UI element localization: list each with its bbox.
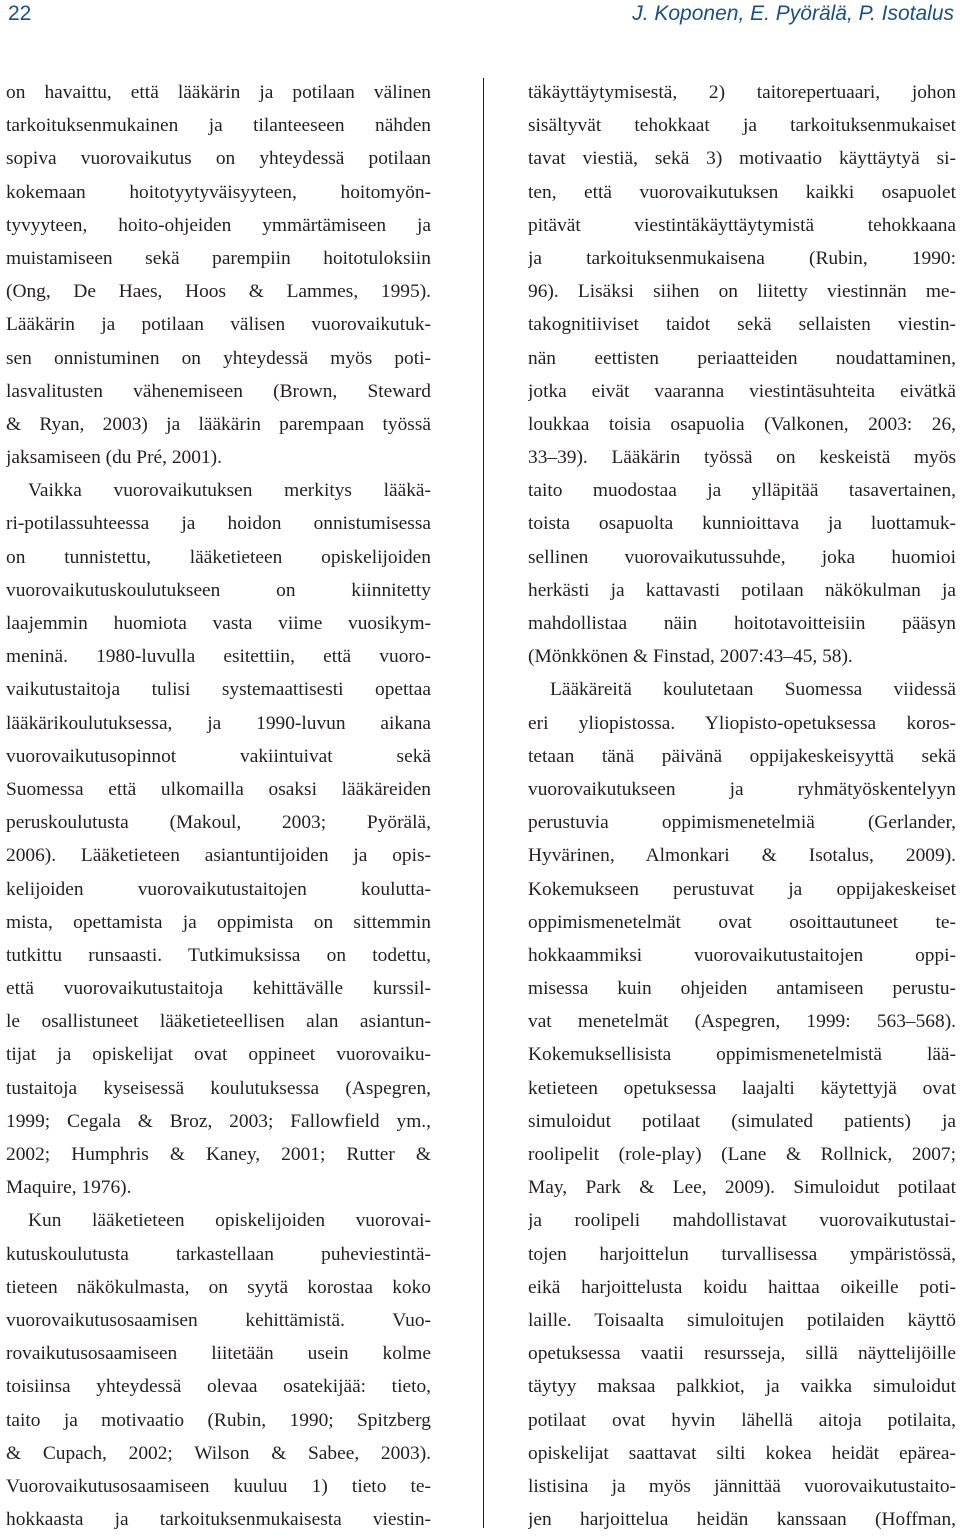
text-line: misessa kuin ohjeiden antamiseen perustu- <box>528 978 956 1000</box>
text-line: Lääkärin ja potilaan välisen vuorovaikutuk- <box>6 314 431 336</box>
text-line: sen onnistuminen on yhteydessä myös poti- <box>6 347 431 369</box>
text-line: on havaittu, että lääkärin ja potilaan välinen <box>6 82 431 103</box>
text-line: simuloidut potilaat (simulated patients) ja <box>528 1110 956 1132</box>
text-line: tyvyyteen, hoito-ohjeiden ymmärtämiseen ja <box>6 214 431 236</box>
text-line: vuorovaikutukseen ja ryhmätyöskentelyyn <box>528 778 956 800</box>
text-line: pitävät viestintäkäyttäytymistä tehokkaana <box>528 214 956 236</box>
text-line: 1999; Cegala & Broz, 2003; Fallowfield ym., <box>6 1110 431 1132</box>
text-line: 33–39). Lääkärin työssä on keskeistä myös <box>528 447 956 469</box>
text-line: tojen harjoittelun turvallisessa ympäristössä, <box>528 1243 956 1265</box>
text-line: ja tarkoituksenmukaisena (Rubin, 1990: <box>528 247 956 269</box>
text-line: 2002; Humphris & Kaney, 2001; Rutter & <box>6 1144 431 1165</box>
text-line: ja roolipeli mahdollistavat vuorovaikutustai- <box>528 1210 956 1232</box>
text-line: Kokemukseen perustuvat ja oppijakeskeiset <box>528 878 956 900</box>
text-line: sopiva vuorovaikutus on yhteydessä potilaan <box>6 148 431 170</box>
text-line: taito muodostaa ja ylläpitää tasavertainen, <box>528 480 956 502</box>
text-line: hokkaammiksi vuorovaikutustaitojen oppi- <box>528 944 956 966</box>
text-line: herkästi ja kattavasti potilaan näkökulman ja <box>528 579 956 601</box>
text-line: Hyvärinen, Almonkari & Isotalus, 2009). <box>528 845 956 867</box>
text-line: mahdollistaa näin hoitotavoitteisiin pääsyn <box>528 613 956 634</box>
text-line: kokemaan hoitotyytyväisyyteen, hoitomyön- <box>6 181 431 203</box>
text-line: vuorovaikutusosaamisen kehittämistä. Vuo- <box>6 1309 431 1331</box>
text-line: tijat ja opiskelijat ovat oppineet vuorovaiku- <box>6 1044 431 1066</box>
text-line: eikä harjoittelusta koidu haittaa oikeille poti- <box>528 1276 956 1298</box>
text-line: ten, että vuorovaikutuksen kaikki osapuolet <box>528 181 956 203</box>
text-line: mista, opettamista ja oppimista on sittemmin <box>6 911 431 933</box>
header-authors: J. Koponen, E. Pyörälä, P. Isotalus <box>632 2 954 25</box>
text-line: täkäyttäytymisestä, 2) taitorepertuaari, johon <box>528 82 956 103</box>
text-line: lasvalitusten vähenemiseen (Brown, Steward <box>6 380 431 402</box>
text-line: (Mönkkönen & Finstad, 2007:43–45, 58). <box>528 646 853 668</box>
text-line: ketieteen opetuksessa laajalti käytettyjä ovat <box>528 1077 956 1099</box>
text-line: takognitiiviset taidot sekä sellaisten viestin- <box>528 314 956 336</box>
running-head <box>0 0 960 32</box>
text-line: tieteen näkökulmasta, on syytä korostaa koko <box>6 1276 431 1298</box>
text-line: 2006). Lääketieteen asiantuntijoiden ja opis- <box>6 845 431 867</box>
text-line: hokkaasta ja tarkoituksenmukaisesta viestin- <box>6 1509 431 1531</box>
text-line: tarkoituksenmukainen ja tilanteeseen nähden <box>6 115 431 137</box>
text-line: jaksamiseen (du Pré, 2001). <box>6 447 222 469</box>
text-line: laajemmin huomiota vasta viime vuosikym- <box>6 613 431 634</box>
text-line: jen harjoittelua heidän kanssaan (Hoffman, <box>528 1509 956 1531</box>
text-line: potilaat ovat hyvin lähellä aitoja potilaita, <box>528 1409 956 1431</box>
text-line: laille. Toisaalta simuloitujen potilaiden käyttö <box>528 1309 956 1331</box>
text-line: tavat viestiä, sekä 3) motivaatio käyttäytyä si- <box>528 148 956 170</box>
text-line: perustuvia oppimismenetelmiä (Gerlander, <box>528 812 956 834</box>
text-line: toista osapuolta kunnioittava ja luottamuk- <box>528 513 956 535</box>
text-line: Kokemuksellisista oppimismenetelmistä lää- <box>528 1044 956 1066</box>
text-line: jotka eivät vaaranna viestintäsuhteita eivätkä <box>528 380 956 402</box>
page-number: 22 <box>8 2 32 25</box>
text-line: (Ong, De Haes, Hoos & Lammes, 1995). <box>6 281 431 303</box>
text-line: & Cupach, 2002; Wilson & Sabee, 2003). <box>6 1442 431 1464</box>
text-line: & Ryan, 2003) ja lääkärin parempaan työssä <box>6 413 431 435</box>
text-line: loukkaa toisia osapuolia (Valkonen, 2003: 26, <box>528 413 956 435</box>
text-line: opetuksessa vaatii resursseja, sillä näyttelijöille <box>528 1343 956 1365</box>
text-line: opiskelijat saattavat silti kokea heidät epärea- <box>528 1442 956 1464</box>
text-line: tetaan tänä päivänä oppijakeskeisyyttä sekä <box>528 745 956 767</box>
text-line: vuorovaikutuskoulutukseen on kiinnitetty <box>6 579 431 601</box>
text-line: vat menetelmät (Aspegren, 1999: 563–568). <box>528 1011 956 1033</box>
text-line: sisältyvät tehokkaat ja tarkoituksenmukaiset <box>528 115 956 137</box>
text-line: May, Park & Lee, 2009). Simuloidut potilaat <box>528 1177 956 1199</box>
text-line: kutuskoulutusta tarkastellaan puheviestintä- <box>6 1243 431 1265</box>
text-line: on tunnistettu, lääketieteen opiskelijoiden <box>6 546 431 568</box>
text-line: tutkittu runsaasti. Tutkimuksissa on todettu, <box>6 944 431 966</box>
text-line: lääkärikoulutuksessa, ja 1990-luvun aikana <box>6 712 431 734</box>
right-column <box>528 76 956 1536</box>
text-line: meninä. 1980-luvulla esitettiin, että vuoro- <box>6 646 431 668</box>
text-line: Vaikka vuorovaikutuksen merkitys lääkä- <box>28 480 431 502</box>
column-divider <box>483 78 484 1528</box>
text-line: Lääkäreitä koulutetaan Suomessa viidessä <box>550 679 956 701</box>
left-column <box>6 76 431 1536</box>
text-line: että vuorovaikutustaitoja kehittävälle kurssil- <box>6 978 431 1000</box>
text-line: täytyy maksaa palkkiot, ja vaikka simuloidut <box>528 1376 956 1398</box>
text-line: listisina ja myös jännittää vuorovaikutustaito- <box>528 1475 956 1497</box>
text-line: vaikutustaitoja tulisi systemaattisesti opettaa <box>6 679 431 701</box>
text-line: taito ja motivaatio (Rubin, 1990; Spitzberg <box>6 1409 431 1431</box>
text-line: ri-potilassuhteessa ja hoidon onnistumisessa <box>6 513 431 535</box>
text-line: eri yliopistossa. Yliopisto-opetuksessa koros- <box>528 712 956 734</box>
text-line: le osallistuneet lääketieteellisen alan asiantun- <box>6 1011 431 1033</box>
text-line: Maquire, 1976). <box>6 1177 132 1199</box>
text-line: roolipelit (role-play) (Lane & Rollnick, 2007; <box>528 1144 956 1165</box>
text-line: Suomessa että ulkomailla osaksi lääkäreiden <box>6 778 431 800</box>
text-line: toisiinsa yhteydessä olevaa osatekijää: tieto, <box>6 1376 431 1398</box>
text-line: Kun lääketieteen opiskelijoiden vuorovai- <box>28 1210 431 1232</box>
text-line: Vuorovaikutusosaamiseen kuuluu 1) tieto te- <box>6 1475 431 1497</box>
text-line: oppimismenetelmät ovat osoittautuneet te- <box>528 911 956 933</box>
text-line: peruskoulutusta (Makoul, 2003; Pyörälä, <box>6 812 431 834</box>
text-line: 96). Lisäksi siihen on liitetty viestinnän me- <box>528 281 956 303</box>
text-line: muistamiseen sekä parempiin hoitotuloksiin <box>6 247 431 269</box>
text-line: tustaitoja kyseisessä koulutuksessa (Aspegren, <box>6 1077 431 1099</box>
text-line: kelijoiden vuorovaikutustaitojen koulutta- <box>6 878 431 900</box>
text-line: nän eettisten periaatteiden noudattaminen, <box>528 347 956 369</box>
text-line: vuorovaikutusopinnot vakiintuivat sekä <box>6 745 431 767</box>
text-line: rovaikutusosaamiseen liitetään usein kolme <box>6 1343 431 1365</box>
text-line: sellinen vuorovaikutussuhde, joka huomioi <box>528 546 956 568</box>
